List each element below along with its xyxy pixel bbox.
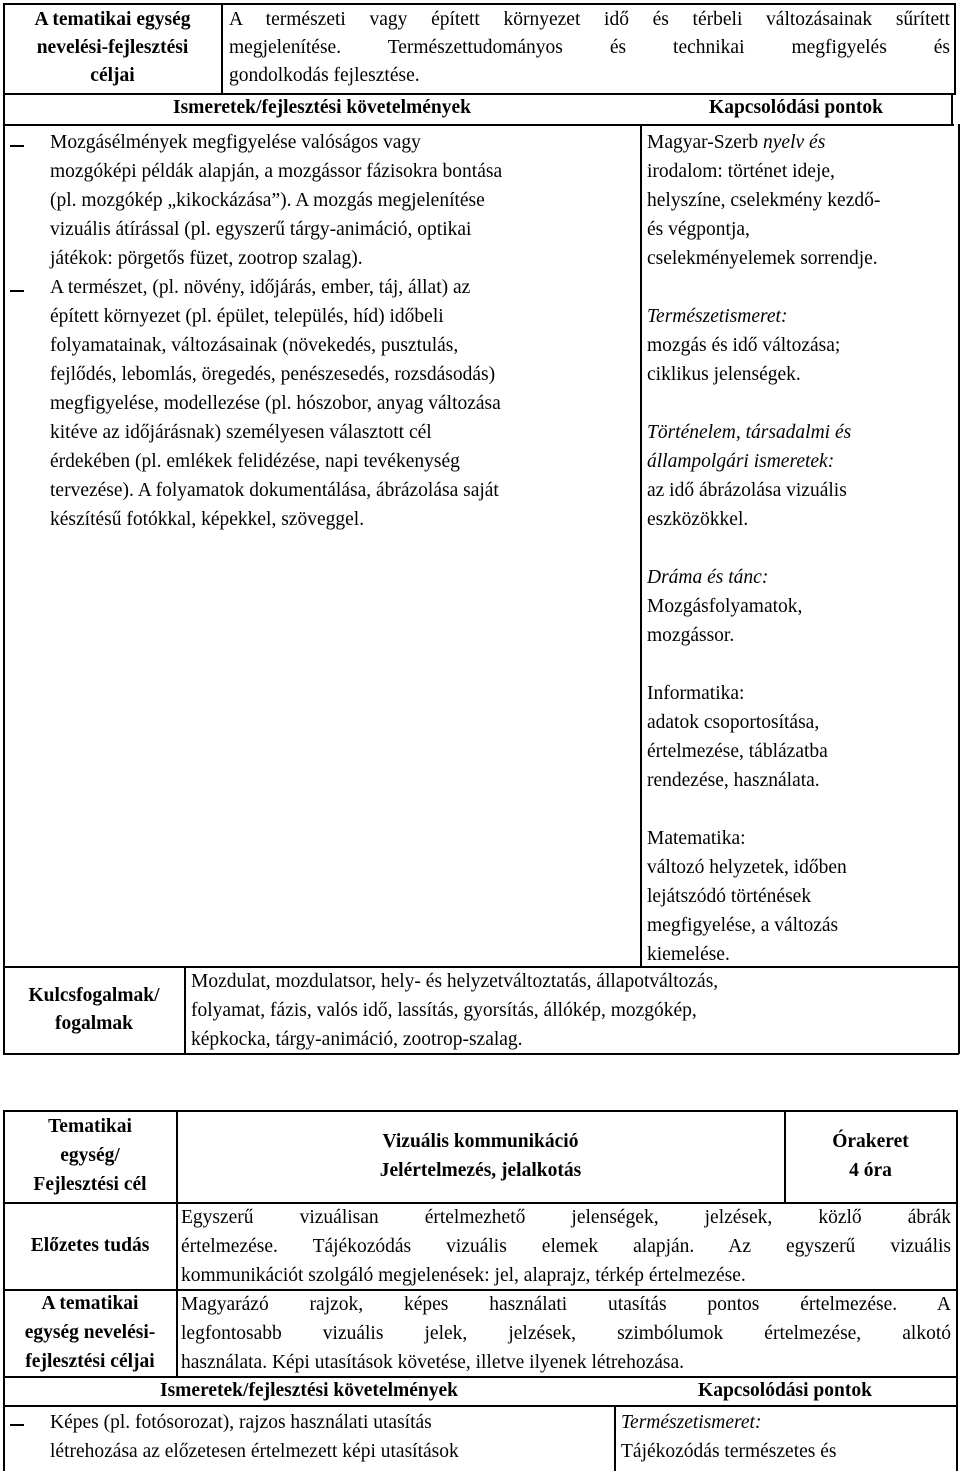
requirement-line: készítésű fotókkal, képekkel, szöveggel. <box>50 509 365 530</box>
connections-list <box>621 1408 951 1466</box>
requirement-line: A természet, (pl. növény, időjárás, ember, táj, állat) az <box>50 277 471 298</box>
goals-text <box>181 1290 951 1377</box>
connection-line: adatok csoportosítása, <box>647 712 820 733</box>
goals-header-line: céljai <box>90 65 135 86</box>
unit-header-line: Tematikai <box>48 1116 132 1137</box>
connection-subject: Történelem, társadalmi és <box>647 422 852 443</box>
requirement-line: érdekében (pl. emlékek felidézése, napi tevékenység <box>50 451 460 472</box>
connection-line: helyszíne, cselekmény kezdő- <box>647 190 881 211</box>
requirement-line: játékok: pörgetős füzet, zootrop szalag). <box>50 248 363 269</box>
requirement-item <box>50 1408 610 1466</box>
col-right-header: Kapcsolódási pontok <box>709 97 883 118</box>
prior-header: Előzetes tudás <box>30 1235 150 1256</box>
connection-line: változó helyzetek, időben <box>647 857 847 878</box>
goals-line: Magyarázó rajzok, képes használati utasítás pontos értelmezése. A <box>181 1294 951 1315</box>
border <box>614 1405 616 1471</box>
requirement-line: kitéve az időjárásnak) személyesen választott cél <box>50 422 432 443</box>
keywords-header-line: Kulcsfogalmak/ <box>28 985 160 1006</box>
requirement-line: folyamatainak, változásainak (növekedés, pusztulás, <box>50 335 459 356</box>
connection-subject: Természetismeret: <box>621 1412 762 1433</box>
connection-subject: Informatika: <box>647 683 745 704</box>
connection-subject: Dráma és tánc: <box>647 567 769 588</box>
goals-text <box>229 6 950 90</box>
connection-subject: Matematika: <box>647 828 746 849</box>
dash-bullet <box>10 290 24 292</box>
prior-line: értelmezése. Tájékozódás vizuális elemek alapján. Az egyszerű vizuális <box>181 1236 951 1257</box>
prior-line: kommunikációt szolgáló megjelenések: jel, alaprajz, térkép értelmezése. <box>181 1265 746 1286</box>
goals-line: legfontosabb vizuális jelek, jelzések, szimbólumok értelmezése, alkotó <box>181 1323 951 1344</box>
keywords-text <box>191 967 951 1054</box>
connection-line: és végpontja, <box>647 219 750 240</box>
connection-subject: Magyar-Szerb nyelv és <box>647 132 826 153</box>
border <box>3 124 954 126</box>
dash-bullet <box>10 145 24 147</box>
requirement-item <box>50 273 632 534</box>
keywords-line: képkocka, tárgy-animáció, zootrop-szalag. <box>191 1029 523 1050</box>
goals-header-line: nevelési-fejlesztési <box>36 37 189 58</box>
goals-header-line: fejlesztési céljai <box>25 1351 155 1372</box>
prior-text <box>181 1203 951 1290</box>
connection-line: ciklikus jelenségek. <box>647 364 801 385</box>
connection-subject: Természetismeret: <box>647 306 788 327</box>
goals-header-line: A tematikai egység <box>34 9 191 30</box>
hours-value: 4 óra <box>849 1160 892 1181</box>
border <box>184 966 186 1054</box>
unit-header-line: Fejlesztési cél <box>33 1174 147 1195</box>
col-right-header: Kapcsolódási pontok <box>698 1380 872 1401</box>
border <box>958 124 960 1054</box>
goals-line: használata. Képi utasítások követése, illetve ilyenek létrehozása. <box>181 1352 685 1373</box>
requirement-line: létrehozása az előzetesen értelmezett képi utasítások <box>50 1441 459 1462</box>
requirement-line: fejlődés, lebomlás, öregedés, penészesedés, rozsdásodás) <box>50 364 496 385</box>
requirement-line: Képes (pl. fotósorozat), rajzos használati utasítás <box>50 1412 432 1433</box>
connections-list <box>647 128 955 969</box>
requirement-line: vizuális átírással (pl. egyszerű tárgy-animáció, optikai <box>50 219 472 240</box>
connection-line: mozgás és idő változása; <box>647 335 841 356</box>
goals-header-line: egység nevelési- <box>24 1322 156 1343</box>
connection-line: Tájékozódás természetes és <box>621 1441 837 1462</box>
col-left-header: Ismeretek/fejlesztési követelmények <box>160 1380 458 1401</box>
connection-line: eszközökkel. <box>647 509 749 530</box>
connection-line: rendezése, használata. <box>647 770 820 791</box>
keywords-header-line: fogalmak <box>55 1013 133 1034</box>
unit-title-line: Vizuális kommunikáció <box>382 1131 579 1152</box>
requirement-line: tervezése). A folyamatok dokumentálása, ábrázolása saját <box>50 480 499 501</box>
border <box>954 3 956 95</box>
keywords-line: folyamat, fázis, valós idő, lassítás, gyorsítás, állókép, mozgókép, <box>191 1000 697 1021</box>
connection-line: az idő ábrázolása vizuális <box>647 480 847 501</box>
border <box>640 124 642 966</box>
requirement-line: épített környezet (pl. épület, település, híd) időbeli <box>50 306 444 327</box>
connection-line: kiemelése. <box>647 944 730 965</box>
connection-line: értelmezése, táblázatba <box>647 741 828 762</box>
requirement-line: Mozgásélmények megfigyelése valóságos vagy <box>50 132 421 153</box>
connection-line: Mozgásfolyamatok, <box>647 596 803 617</box>
unit-header-line: egység/ <box>60 1145 120 1166</box>
border <box>3 3 5 1054</box>
requirement-item <box>50 128 632 273</box>
hours-header: Órakeret <box>832 1131 909 1152</box>
keywords-line: Mozdulat, mozdulatsor, hely- és helyzetváltoztatás, állapotváltozás, <box>191 971 719 992</box>
border <box>956 1110 958 1471</box>
unit-title-line: Jelértelmezés, jelalkotás <box>379 1160 582 1181</box>
connection-line: cselekményelemek sorrendje. <box>647 248 878 269</box>
connection-line: mozgássor. <box>647 625 735 646</box>
border <box>3 1110 957 1112</box>
requirement-line: megfigyelése, modellezése (pl. hószobor, anyag változása <box>50 393 501 414</box>
connection-line: megfigyelése, a változás <box>647 915 839 936</box>
border <box>221 3 223 93</box>
border <box>3 3 954 5</box>
connection-subject: állampolgári ismeretek: <box>647 451 835 472</box>
goals-text-line: megjelenítése. Természettudományos és technikai megfigyelés és <box>229 37 950 58</box>
goals-text-line: gondolkodás fejlesztése. <box>229 65 420 86</box>
connection-line: lejátszódó történések <box>647 886 812 907</box>
requirement-line: (pl. mozgókép „kikockázása”). A mozgás megjelenítése <box>50 190 485 211</box>
dash-bullet <box>10 1424 24 1426</box>
requirement-line: mozgóképi példák alapján, a mozgássor fázisokra bontása <box>50 161 503 182</box>
prior-line: Egyszerű vizuálisan értelmezhető jelenségek, jelzések, közlő ábrák <box>181 1207 951 1228</box>
goals-header-line: A tematikai <box>41 1293 139 1314</box>
connection-line: irodalom: történet ideje, <box>647 161 835 182</box>
goals-text-line: A természeti vagy épített környezet idő és térbeli változásainak sűrített <box>229 9 950 30</box>
col-left-header: Ismeretek/fejlesztési követelmények <box>173 97 471 118</box>
